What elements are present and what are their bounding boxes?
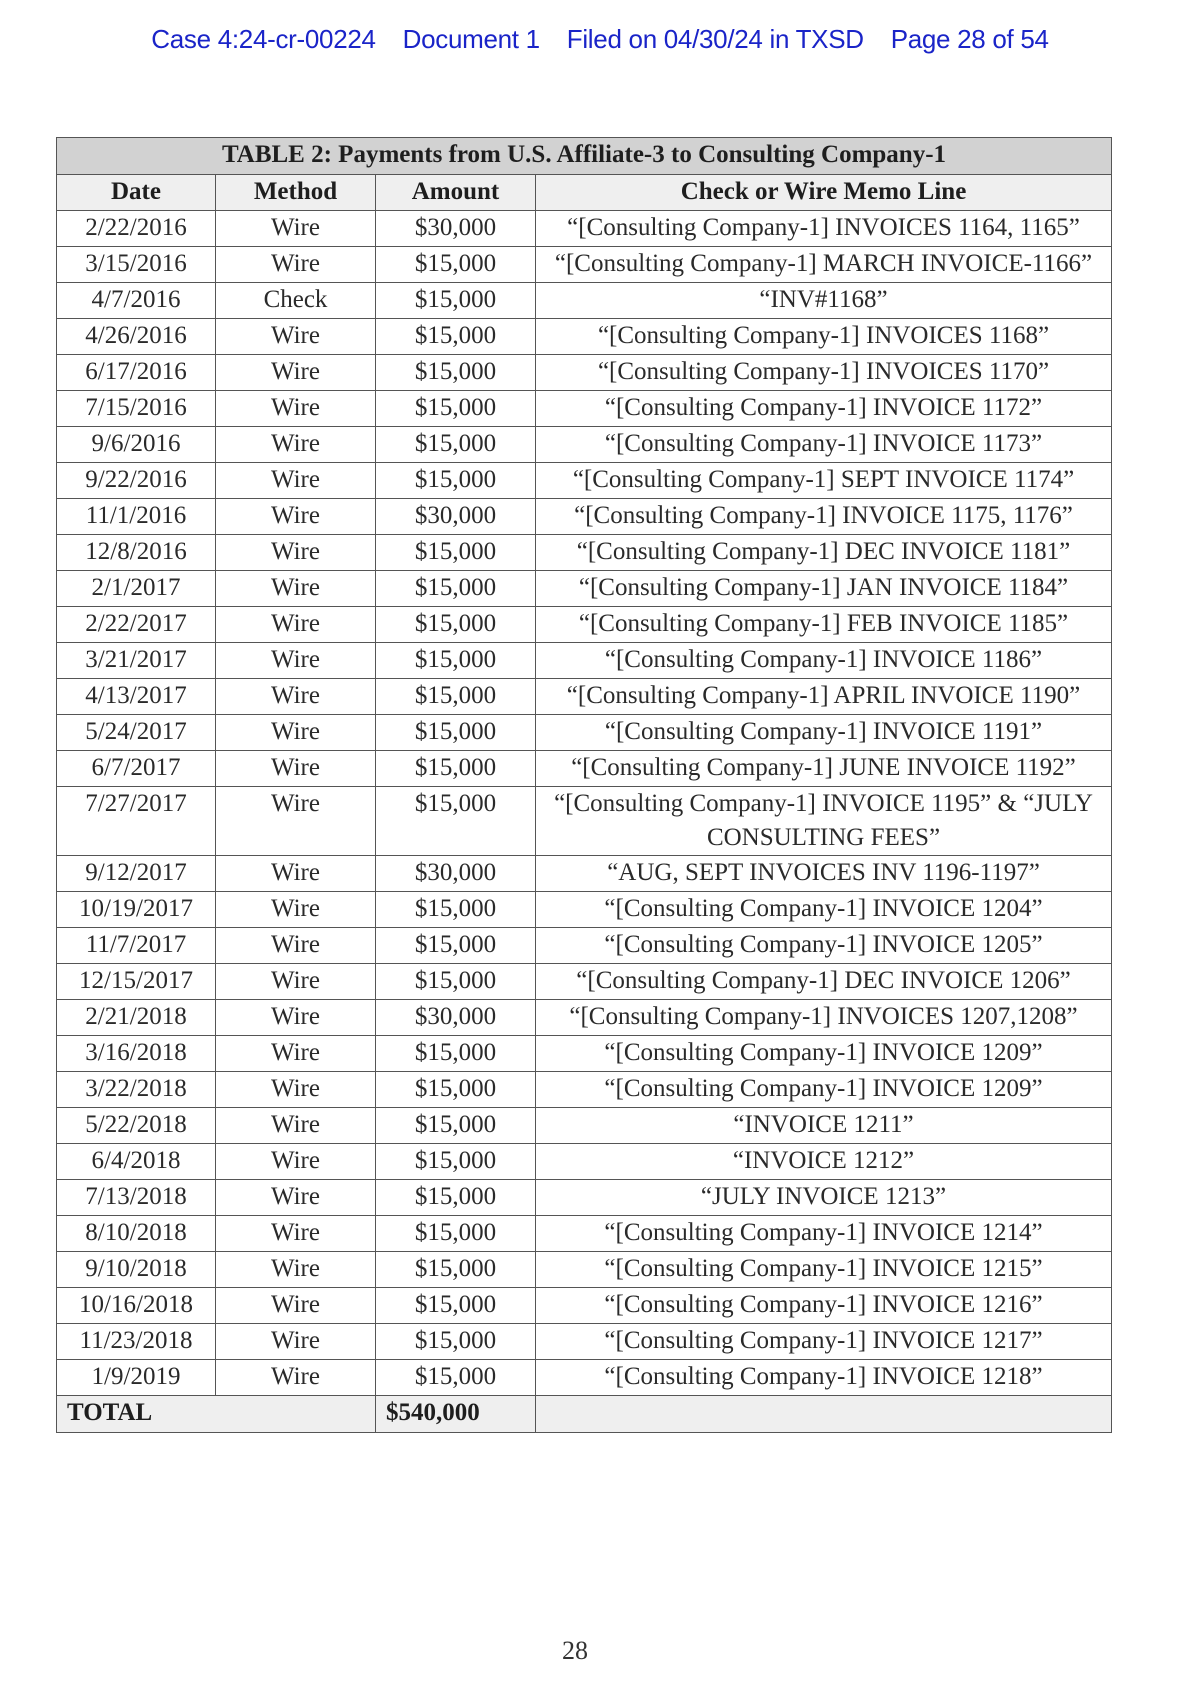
- cell-memo: “[Consulting Company-1] INVOICE 1216”: [536, 1288, 1112, 1324]
- cell-method: Wire: [216, 679, 376, 715]
- table-row: [57, 1252, 1112, 1288]
- page-indicator: Page 28 of 54: [890, 24, 1049, 54]
- cell-amount: $15,000: [376, 427, 536, 463]
- cell-memo: “[Consulting Company-1] JUNE INVOICE 1192”: [536, 751, 1112, 787]
- cell-date: 10/16/2018: [57, 1288, 216, 1324]
- table-row: [57, 1000, 1112, 1036]
- cell-memo: “[Consulting Company-1] INVOICE 1172”: [536, 391, 1112, 427]
- cell-date: 7/15/2016: [57, 391, 216, 427]
- cell-method: Wire: [216, 1108, 376, 1144]
- cell-method: Wire: [216, 463, 376, 499]
- cell-date: 7/13/2018: [57, 1180, 216, 1216]
- cell-memo: “[Consulting Company-1] INVOICES 1164, 1165”: [536, 211, 1112, 247]
- column-header-amount: Amount: [376, 175, 536, 211]
- cell-amount: $15,000: [376, 964, 536, 1000]
- cell-memo: “[Consulting Company-1] INVOICE 1175, 1176”: [536, 499, 1112, 535]
- table-row: [57, 787, 1112, 856]
- cell-amount: $15,000: [376, 1108, 536, 1144]
- cell-memo: “INV#1168”: [536, 283, 1112, 319]
- total-memo-empty: [536, 1396, 1112, 1433]
- cell-memo: “[Consulting Company-1] JAN INVOICE 1184”: [536, 571, 1112, 607]
- table-row: [57, 1108, 1112, 1144]
- cell-date: 6/17/2016: [57, 355, 216, 391]
- table-row: [57, 319, 1112, 355]
- cell-amount: $15,000: [376, 751, 536, 787]
- cell-date: 11/1/2016: [57, 499, 216, 535]
- cell-memo: “[Consulting Company-1] INVOICE 1186”: [536, 643, 1112, 679]
- table-row: [57, 679, 1112, 715]
- table-row: [57, 247, 1112, 283]
- cell-method: Wire: [216, 1360, 376, 1396]
- cell-method: Wire: [216, 319, 376, 355]
- cell-memo: “[Consulting Company-1] APRIL INVOICE 1190”: [536, 679, 1112, 715]
- cell-amount: $15,000: [376, 391, 536, 427]
- table-row: [57, 856, 1112, 892]
- table-row: [57, 928, 1112, 964]
- cell-amount: $15,000: [376, 1252, 536, 1288]
- cell-date: 3/21/2017: [57, 643, 216, 679]
- cell-memo: “[Consulting Company-1] MARCH INVOICE-1166”: [536, 247, 1112, 283]
- cell-memo: “[Consulting Company-1] FEB INVOICE 1185”: [536, 607, 1112, 643]
- table-title-row: [57, 138, 1112, 175]
- cell-method: Wire: [216, 499, 376, 535]
- table-row: [57, 643, 1112, 679]
- cell-date: 1/9/2019: [57, 1360, 216, 1396]
- cell-date: 2/22/2017: [57, 607, 216, 643]
- table-row: [57, 1072, 1112, 1108]
- cell-memo: “[Consulting Company-1] INVOICE 1205”: [536, 928, 1112, 964]
- cell-date: 9/12/2017: [57, 856, 216, 892]
- cell-date: 6/4/2018: [57, 1144, 216, 1180]
- cell-method: Wire: [216, 355, 376, 391]
- cell-date: 8/10/2018: [57, 1216, 216, 1252]
- table-row: [57, 427, 1112, 463]
- cell-method: Wire: [216, 535, 376, 571]
- table-row: [57, 1216, 1112, 1252]
- cell-amount: $15,000: [376, 1216, 536, 1252]
- cell-method: Wire: [216, 391, 376, 427]
- cell-amount: $15,000: [376, 787, 536, 856]
- table-row: [57, 355, 1112, 391]
- cell-method: Wire: [216, 928, 376, 964]
- cell-date: 3/22/2018: [57, 1072, 216, 1108]
- column-header-row: [57, 175, 1112, 211]
- table-title: TABLE 2: Payments from U.S. Affiliate-3 to Consulting Company-1: [57, 138, 1112, 175]
- table-row: [57, 892, 1112, 928]
- table-row: [57, 535, 1112, 571]
- cell-memo: “INVOICE 1212”: [536, 1144, 1112, 1180]
- cell-method: Wire: [216, 964, 376, 1000]
- cell-date: 11/7/2017: [57, 928, 216, 964]
- cell-amount: $15,000: [376, 715, 536, 751]
- cell-amount: $15,000: [376, 535, 536, 571]
- payments-table: [56, 137, 1112, 1433]
- cell-amount: $15,000: [376, 643, 536, 679]
- cell-method: Wire: [216, 715, 376, 751]
- cell-amount: $15,000: [376, 1180, 536, 1216]
- case-number: Case 4:24-cr-00224: [151, 24, 376, 54]
- cell-date: 3/16/2018: [57, 1036, 216, 1072]
- table-row: [57, 1180, 1112, 1216]
- table-row: [57, 1288, 1112, 1324]
- table-row: [57, 463, 1112, 499]
- court-filing-header: [0, 24, 1200, 55]
- cell-memo: “[Consulting Company-1] INVOICES 1207,1208”: [536, 1000, 1112, 1036]
- cell-date: 3/15/2016: [57, 247, 216, 283]
- cell-amount: $30,000: [376, 856, 536, 892]
- cell-date: 2/21/2018: [57, 1000, 216, 1036]
- table-body: [57, 211, 1112, 1396]
- table-row: [57, 571, 1112, 607]
- cell-memo: “[Consulting Company-1] INVOICE 1209”: [536, 1036, 1112, 1072]
- cell-memo: “[Consulting Company-1] INVOICES 1168”: [536, 319, 1112, 355]
- cell-method: Wire: [216, 1036, 376, 1072]
- cell-amount: $15,000: [376, 928, 536, 964]
- cell-method: Wire: [216, 1072, 376, 1108]
- cell-date: 2/22/2016: [57, 211, 216, 247]
- table-row: [57, 1036, 1112, 1072]
- cell-date: 9/10/2018: [57, 1252, 216, 1288]
- table-row: [57, 1324, 1112, 1360]
- table-row: [57, 751, 1112, 787]
- cell-date: 7/27/2017: [57, 787, 216, 856]
- cell-method: Wire: [216, 1000, 376, 1036]
- document-number: Document 1: [402, 24, 540, 54]
- cell-memo: “[Consulting Company-1] INVOICE 1214”: [536, 1216, 1112, 1252]
- cell-amount: $15,000: [376, 1036, 536, 1072]
- cell-memo: “[Consulting Company-1] INVOICE 1204”: [536, 892, 1112, 928]
- cell-memo: “[Consulting Company-1] INVOICE 1209”: [536, 1072, 1112, 1108]
- cell-memo: “JULY INVOICE 1213”: [536, 1180, 1112, 1216]
- cell-date: 9/6/2016: [57, 427, 216, 463]
- cell-method: Wire: [216, 211, 376, 247]
- cell-method: Wire: [216, 571, 376, 607]
- cell-memo: “[Consulting Company-1] INVOICE 1173”: [536, 427, 1112, 463]
- cell-amount: $15,000: [376, 1324, 536, 1360]
- total-amount: $540,000: [376, 1396, 536, 1433]
- cell-amount: $30,000: [376, 499, 536, 535]
- cell-memo: “[Consulting Company-1] INVOICES 1170”: [536, 355, 1112, 391]
- cell-method: Wire: [216, 427, 376, 463]
- cell-memo: “[Consulting Company-1] INVOICE 1191”: [536, 715, 1112, 751]
- cell-memo: “[Consulting Company-1] INVOICE 1218”: [536, 1360, 1112, 1396]
- cell-amount: $15,000: [376, 319, 536, 355]
- cell-method: Wire: [216, 1288, 376, 1324]
- table-row: [57, 607, 1112, 643]
- cell-method: Wire: [216, 892, 376, 928]
- cell-method: Wire: [216, 787, 376, 856]
- cell-method: Wire: [216, 1324, 376, 1360]
- cell-amount: $15,000: [376, 892, 536, 928]
- total-label: TOTAL: [57, 1396, 376, 1433]
- table-row: [57, 964, 1112, 1000]
- cell-date: 2/1/2017: [57, 571, 216, 607]
- cell-memo: “INVOICE 1211”: [536, 1108, 1112, 1144]
- cell-date: 6/7/2017: [57, 751, 216, 787]
- total-row: [57, 1396, 1112, 1433]
- cell-memo: “AUG, SEPT INVOICES INV 1196-1197”: [536, 856, 1112, 892]
- cell-method: Wire: [216, 1144, 376, 1180]
- table-row: [57, 283, 1112, 319]
- cell-method: Check: [216, 283, 376, 319]
- cell-method: Wire: [216, 1180, 376, 1216]
- cell-method: Wire: [216, 856, 376, 892]
- cell-date: 4/26/2016: [57, 319, 216, 355]
- cell-memo: “[Consulting Company-1] DEC INVOICE 1206”: [536, 964, 1112, 1000]
- cell-date: 11/23/2018: [57, 1324, 216, 1360]
- page-number: 28: [562, 1636, 588, 1665]
- cell-amount: $15,000: [376, 1360, 536, 1396]
- table-row: [57, 211, 1112, 247]
- table-row: [57, 499, 1112, 535]
- cell-amount: $15,000: [376, 283, 536, 319]
- cell-method: Wire: [216, 643, 376, 679]
- column-header-method: Method: [216, 175, 376, 211]
- cell-date: 9/22/2016: [57, 463, 216, 499]
- filed-date: Filed on 04/30/24 in TXSD: [566, 24, 864, 54]
- cell-amount: $15,000: [376, 355, 536, 391]
- table-row: [57, 1360, 1112, 1396]
- cell-date: 5/22/2018: [57, 1108, 216, 1144]
- cell-method: Wire: [216, 247, 376, 283]
- cell-method: Wire: [216, 1216, 376, 1252]
- cell-amount: $15,000: [376, 1288, 536, 1324]
- cell-memo: “[Consulting Company-1] SEPT INVOICE 1174”: [536, 463, 1112, 499]
- cell-date: 4/7/2016: [57, 283, 216, 319]
- column-header-date: Date: [57, 175, 216, 211]
- table-row: [57, 715, 1112, 751]
- cell-amount: $30,000: [376, 1000, 536, 1036]
- table-row: [57, 391, 1112, 427]
- cell-amount: $15,000: [376, 607, 536, 643]
- cell-date: 5/24/2017: [57, 715, 216, 751]
- cell-memo: “[Consulting Company-1] INVOICE 1217”: [536, 1324, 1112, 1360]
- cell-amount: $15,000: [376, 247, 536, 283]
- cell-date: 4/13/2017: [57, 679, 216, 715]
- cell-memo: “[Consulting Company-1] DEC INVOICE 1181”: [536, 535, 1112, 571]
- cell-memo: “[Consulting Company-1] INVOICE 1195” & “JULY CONSULTING FEES”: [536, 787, 1112, 856]
- cell-amount: $30,000: [376, 211, 536, 247]
- cell-amount: $15,000: [376, 463, 536, 499]
- cell-date: 10/19/2017: [57, 892, 216, 928]
- cell-date: 12/8/2016: [57, 535, 216, 571]
- cell-method: Wire: [216, 751, 376, 787]
- cell-memo: “[Consulting Company-1] INVOICE 1215”: [536, 1252, 1112, 1288]
- cell-amount: $15,000: [376, 1144, 536, 1180]
- cell-amount: $15,000: [376, 1072, 536, 1108]
- column-header-memo: Check or Wire Memo Line: [536, 175, 1112, 211]
- cell-method: Wire: [216, 607, 376, 643]
- cell-method: Wire: [216, 1252, 376, 1288]
- cell-amount: $15,000: [376, 679, 536, 715]
- cell-amount: $15,000: [376, 571, 536, 607]
- table-row: [57, 1144, 1112, 1180]
- cell-date: 12/15/2017: [57, 964, 216, 1000]
